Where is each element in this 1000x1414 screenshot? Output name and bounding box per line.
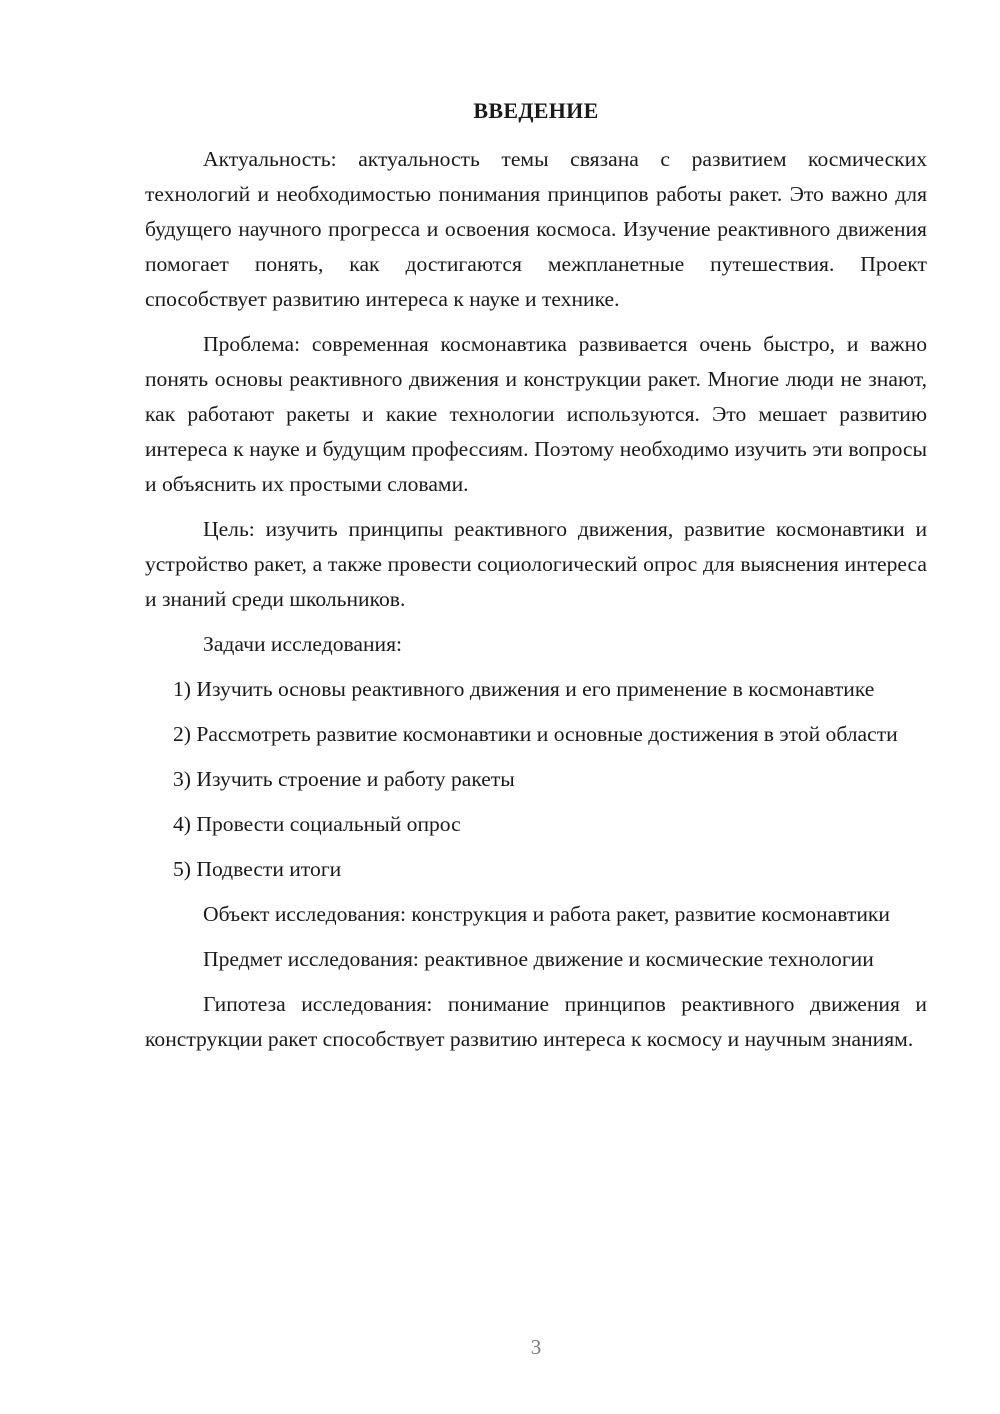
- page-number: 3: [530, 1335, 542, 1359]
- task-item-2: 2) Рассмотреть развитие космонавтики и основные достижения в этой области: [173, 722, 898, 746]
- task-item-1: 1) Изучить основы реактивного движения и его применение в космонавтике: [173, 677, 875, 701]
- page-heading: ВВЕДЕНИЕ: [473, 98, 599, 123]
- paragraph-object: Объект исследования: конструкция и работа ракет, развитие космонавтики: [203, 902, 890, 926]
- paragraph-problem: Проблема: современная космонавтика развивается очень быстро, и важно понять основы реактивного движения и конструкции ракет. Многие люди не знают, как работают ракеты и какие технологии используются. Это мешает развитию интереса к науке и будущим профессиям. Поэтому необходимо изучить эти вопросы и объяснить их простыми словами.: [145, 332, 927, 496]
- paragraph-subject: Предмет исследования: реактивное движение и космические технологии: [203, 947, 874, 971]
- paragraph-goal: Цель: изучить принципы реактивного движения, развитие космонавтики и устройство ракет, а также провести социологический опрос для выяснения интереса и знаний среди школьников.: [145, 517, 927, 611]
- task-item-3: 3) Изучить строение и работу ракеты: [173, 767, 515, 791]
- document-body: [145, 142, 927, 1067]
- task-item-5: 5) Подвести итоги: [173, 857, 342, 881]
- paragraph-hypothesis: Гипотеза исследования: понимание принципов реактивного движения и конструкции ракет способствует развитию интереса к космосу и научным знаниям.: [145, 992, 927, 1051]
- task-item-4: 4) Провести социальный опрос: [173, 812, 461, 836]
- tasks-title: Задачи исследования:: [203, 632, 403, 656]
- paragraph-relevance: Актуальность: актуальность темы связана с развитием космических технологий и необходимостью понимания принципов работы ракет. Это важно для будущего научного прогресса и освоения космоса. Изучение реактивного движения помогает понять, как достигаются межпланетные путешествия. Проект способствует развитию интереса к науке и технике.: [145, 147, 927, 311]
